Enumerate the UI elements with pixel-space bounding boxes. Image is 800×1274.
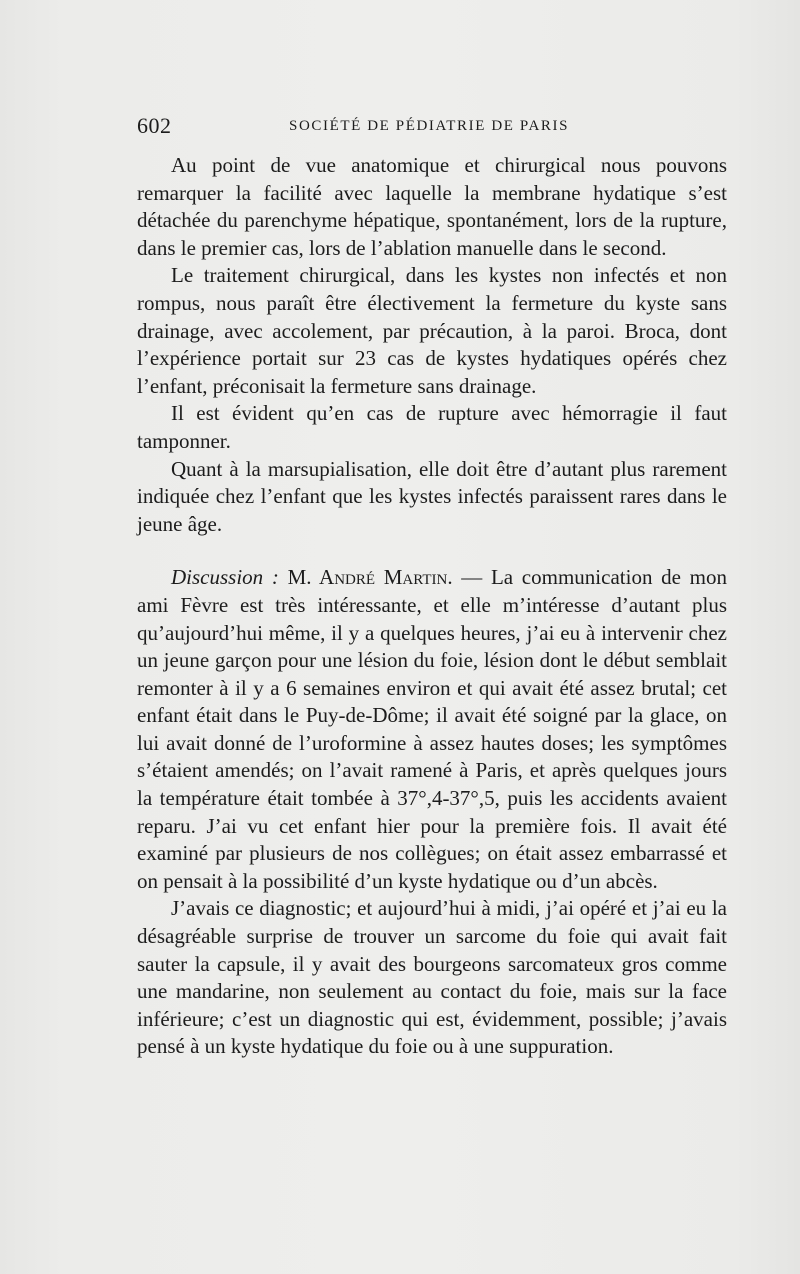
page-number: 602 bbox=[137, 113, 172, 138]
page-header bbox=[137, 113, 727, 143]
paragraph-anatomy: Au point de vue anatomique et chirurgical nous pouvons remarquer la facilité avec laquelle la membrane hydatique s’est détachée du parenchyme hépatique, spontanément, lors de la rupture, dans le premier cas, lors de l’ablation manuelle dans le second. bbox=[137, 153, 727, 260]
body-text bbox=[137, 152, 727, 1061]
discussion-paragraph bbox=[137, 564, 727, 895]
paragraph-marsupialisation: Quant à la marsupialisation, elle doit être d’autant plus rarement indiquée chez l’enfant que les kystes infectés paraissent rares dans le jeune âge. bbox=[137, 456, 727, 536]
speaker-name: M. André Martin. bbox=[287, 565, 453, 590]
running-title: SOCIÉTÉ DE PÉDIATRIE DE PARIS bbox=[289, 118, 570, 134]
discussion-label: Discussion : bbox=[171, 565, 279, 590]
paragraph-treatment: Le traitement chirurgical, dans les kystes non infectés et non rompus, nous paraît être électivement la fermeture du kyste sans drainage, avec accolement, par précaution, à la paroi. Broca, dont l’expérience portait sur 23 cas de kystes hydatiques opérés chez l’enfant, préconisait la fermeture sans drainage. bbox=[137, 263, 727, 398]
discussion-continuation: J’avais ce diagnostic; et aujourd’hui à midi, j’ai opéré et j’ai eu la désagréable surprise de trouver un sarcome du foie qui avait fait sauter la capsule, il y avait des bourgeons sarcomateux gros comme une mandarine, non seulement au contact du foie, mais sur la face inférieure; c’est un diagnostic qui est, évidemment, possible; j’avais pensé à un kyste hydatique du foie ou à une suppuration. bbox=[137, 896, 727, 1059]
paragraph-rupture: Il est évident qu’en cas de rupture avec hémorragie il faut tamponner. bbox=[137, 401, 727, 453]
discussion-text: — La communication de mon ami Fèvre est très intéressante, et elle m’intéresse d’autant plus qu’aujourd’hui même, il y a quelques heures, j’ai eu à intervenir chez un jeune garçon pour une lésion du foie, lésion dont le début semblait remonter à il y a 6 semaines environ et qui avait été assez brutal; cet enfant était dans le Puy-de-Dôme; il avait été soigné par la glace, on lui avait donné de l’uroformine à assez hautes doses; les symptômes s’étaient amendés; on l’avait ramené à Paris, et après quelques jours la température était tombée à 37°,4-37°,5, puis les accidents avaient reparu. J’ai vu cet enfant hier pour la première fois. Il avait été examiné par plusieurs de nos collègues; on était assez embarrassé et on pensait à la possibilité d’un kyste hydatique ou d’un abcès. bbox=[137, 565, 727, 893]
